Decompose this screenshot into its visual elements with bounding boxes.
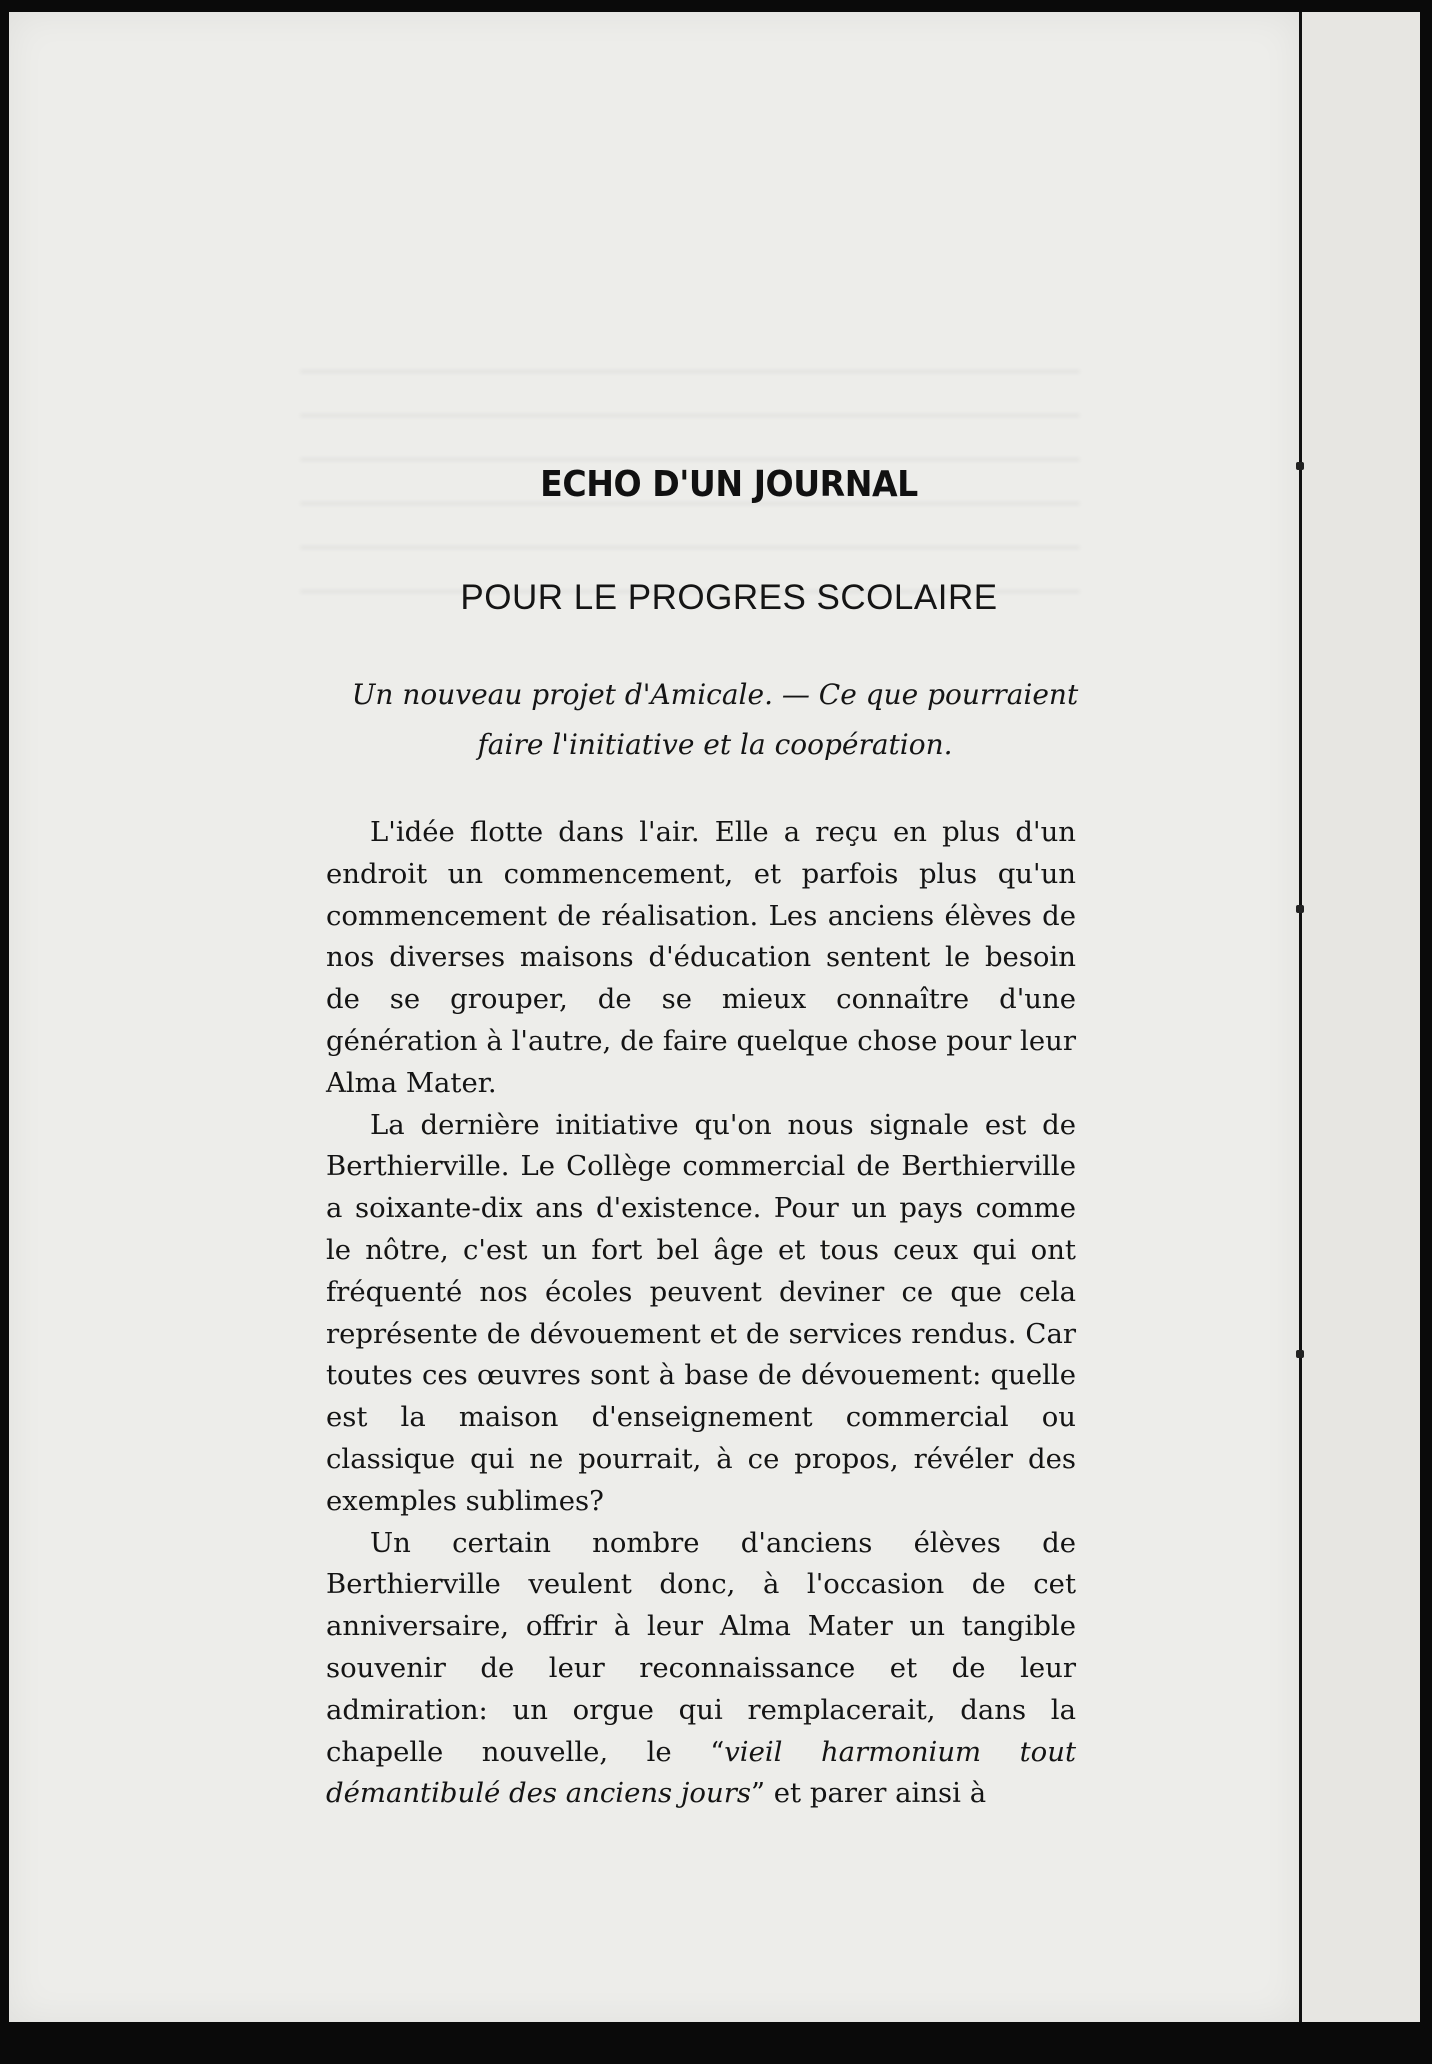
paragraph: La dernière initiative qu'on nous signale est de Berthierville. Le Collège commercial de Berthierville a soixante-dix ans d'existence. Pour un pays comme le nôtre, c'est un fort bel âge et tous ceux qui ont fréquenté nos écoles peuvent deviner ce que cela représente de dévouement et de services rendus. Car toutes ces œuvres sont à base de dévouement: quelle est la maison d'enseignement commercial ou classique qui ne pourrait, à ce propos, révéler des exemples sublimes? xyxy=(326,1108,1076,1517)
next-page-sliver xyxy=(1302,12,1420,2022)
paragraph-text: ” et parer ainsi à xyxy=(750,1777,987,1810)
paragraph: L'idée flotte dans l'air. Elle a reçu en plus d'un endroit un commencement, et parfois plus qu'un commencement de réalisation. Les anciens élèves de nos diverses maisons d'éducation sentent le besoin de se grouper, de se mieux connaître d'une génération à l'autre, de faire quelque chose pour leur Alma Mater. xyxy=(326,816,1076,1099)
paragraph-text: Un certain nombre d'anciens élèves de Berthierville veulent donc, à l'occasion de cet anniversaire, offrir à leur Alma Mater un tangible souvenir de leur reconnaissance et de leur admiration: un orgue qui remplacerait, dans la chapelle nouvelle, le “ xyxy=(326,1526,1076,1768)
paragraph xyxy=(326,1523,1076,1816)
deck-line: Un nouveau projet d'Amicale. — Ce que pourraient xyxy=(351,678,1079,711)
quoted-phrase: vieil harmonium tout démantibulé des anciens jours xyxy=(326,1735,1076,1810)
binding-staple xyxy=(1296,1350,1304,1358)
article-subtitle: POUR LE PROGRES SCOLAIRE xyxy=(460,578,998,617)
article-deck xyxy=(330,670,1100,770)
binding-staple xyxy=(1296,905,1304,913)
scan-border-right xyxy=(1420,0,1432,2064)
article-title: ECHO D'UN JOURNAL xyxy=(540,464,918,506)
deck-line: faire l'initiative et la coopération. xyxy=(477,728,953,761)
scan-border-bottom xyxy=(0,2022,1432,2064)
article-body xyxy=(326,812,1076,1815)
binding-staple xyxy=(1296,462,1304,470)
